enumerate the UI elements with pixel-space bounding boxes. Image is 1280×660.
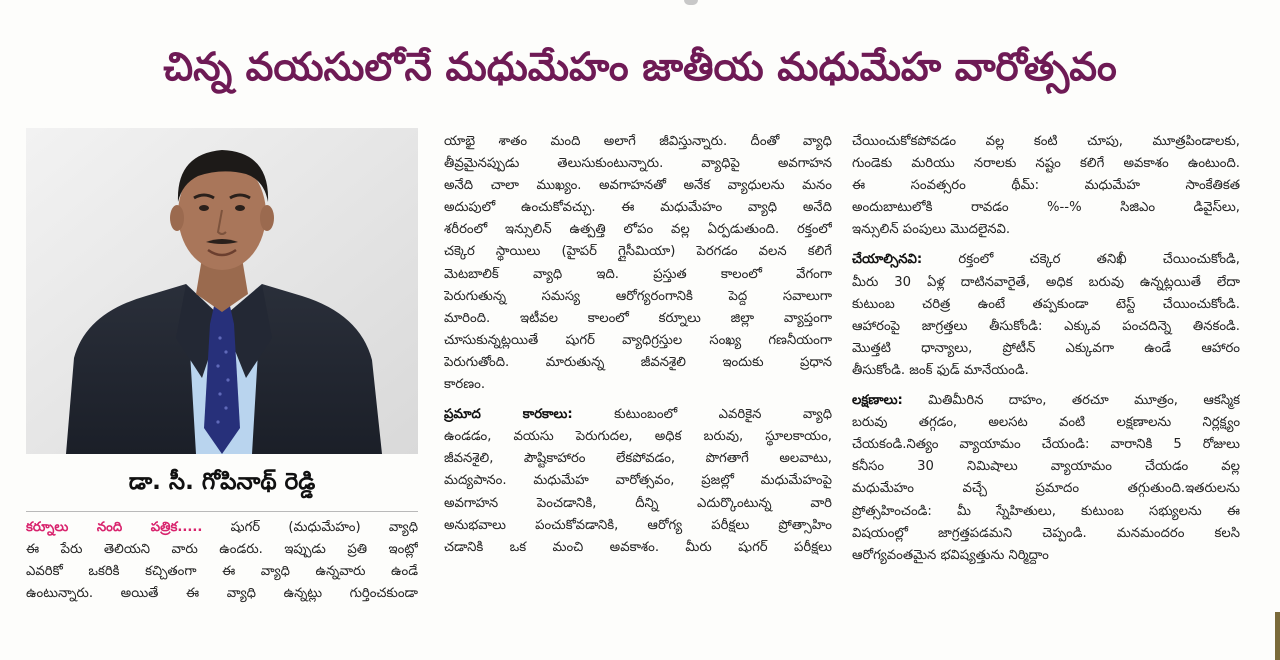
article-line: చక్కెర స్థాయిలు (హైపర్ గ్లైసీమియా) పెరగడం వలన కలిగే — [444, 244, 832, 260]
article-line: ఈ సంవత్సరం థీమ్: మధుమేహ సాంకేతికత — [852, 178, 1240, 194]
article-text: రక్తంలో చక్కెర తనిఖీ చేయించుకోండి, — [922, 252, 1240, 268]
article-text: షుగర్ (మధుమేహం) వ్యాధి — [202, 520, 418, 535]
page-edge-mark — [684, 0, 698, 5]
article-line: తీసుకోండి. జంక్ ఫుడ్ మానేయండి. — [852, 362, 1029, 378]
article-line: మద్యపానం. మధుమేహ వారోత్సవం, ప్రజల్లో మధుమేహంపై — [444, 473, 832, 489]
article-line: ప్రోత్సహించండి: మీ స్నేహితులు, కుటుంబ సభ్యులను ఈ — [852, 503, 1240, 519]
author-name: డా. సీ. గోపినాథ్ రెడ్డి — [128, 469, 316, 495]
article-line: కనీసం 30 నిమిషాలు వ్యాయామం చేయడం వల్ల — [852, 459, 1240, 475]
article-line: చేయకండి.నిత్యం వ్యాయామం చేయండి: వారానికి 5 రోజులు — [852, 437, 1240, 453]
article-line — [852, 249, 1240, 271]
article-line: మారింది. ఇటీవల కాలంలో కర్నూలు జిల్లా వ్యాప్తంగా — [444, 310, 832, 326]
doctor-portrait-icon — [26, 128, 418, 454]
article-line — [26, 517, 418, 539]
article-column-2 — [444, 131, 832, 559]
section-heading-to-do: చేయాల్సినవి: — [852, 252, 923, 268]
article-line: పెరుగుతోంది. మారుతున్న జీవనశైలి ఇందుకు ప్రధాన — [444, 354, 832, 370]
article-line: మొత్తటి ధాన్యాలు, ప్రోటీన్ ఎక్కువగా ఉండే ఆహారం — [852, 340, 1240, 356]
article-line: అనేది చాలా ముఖ్యం. అవగాహనతో అనేక వ్యాధులను మనం — [444, 178, 832, 194]
article-line: చూసుకున్నట్లయితే షుగర్ వ్యాధిగ్రస్తుల సంఖ్య గణనీయంగా — [444, 332, 832, 348]
article-line — [852, 390, 1240, 412]
article-line: మెటబాలిక్ వ్యాధి ఇది. ప్రస్తుత కాలంలో వేగంగా — [444, 266, 832, 282]
article-line: అదుపులో ఉంచుకోవచ్చు. ఈ మధుమేహం వ్యాధి అనేది — [444, 200, 832, 216]
article-line: తీవ్రమైనప్పుడు తెలుసుకుంటున్నారు. వ్యాధిపై అవగాహన — [444, 156, 832, 172]
article-line: విషయంల్లో జాగ్రత్తపడమని చెప్పండి. మనమందరం కలసి — [852, 525, 1240, 541]
article-line: అందుబాటులోకి రావడం %--% సిజిఎం డివైస్‌లు, — [852, 200, 1240, 216]
byline-divider — [26, 511, 418, 512]
article-line: ఈ పేరు తెలియని వారు ఉండరు. ఇప్పుడు ప్రతి ఇంట్లో — [26, 542, 418, 558]
article-line: చడానికి ఒక మంచి అవకాశం. మీరు షుగర్ పరీక్షలు — [444, 539, 832, 555]
article-line: జీవనశైలి, పౌష్టికాహారం లేకపోవడం, పొగతాగే అలవాటు, — [444, 451, 832, 467]
dateline: కర్నూలు నంది పత్రిక..... — [26, 520, 203, 535]
article-text: మితిమీరిన దాహం, తరచూ మూత్రం, ఆకస్మిక — [902, 393, 1240, 409]
article-line: ఉంటున్నారు. అయితే ఈ వ్యాధి ఉన్నట్లు గుర్తించకుండా — [26, 586, 418, 602]
article-line: శరీరంలో ఇన్సులిన్ ఉత్పత్తి లోపం వల్ల ఏర్పడుతుంది. రక్తంలో — [444, 222, 832, 238]
article-line: పెరుగుతున్న సమస్య ఆరోగ్యరంగానికి పెద్ద సవాలుగా — [444, 288, 832, 304]
article-line: మీరు 30 ఏళ్ల దాటినవారైతే, అధిక బరువు ఉన్నట్లయితే లేదా — [852, 274, 1240, 290]
article-line: ఎవరికో ఒకరికి కచ్చితంగా ఈ వ్యాధి ఉన్నవారు ఉండే — [26, 564, 418, 580]
article-line: అవగాహన పెంచడానికి, దీన్ని ఎదుర్కొంటున్న వారి — [444, 495, 832, 511]
article-line: బరువు తగ్గడం, అలసట వంటి లక్షణాలను నిర్లక్ష్యం — [852, 415, 1240, 431]
article-column-3 — [852, 131, 1240, 567]
article-line: చేయించుకోకపోవడం వల్ల కంటి చూపు, మూత్రపిండాలకు, — [852, 134, 1240, 149]
article-line: ఉండడం, వయసు పెరుగుదల, అధిక బరువు, స్థూలకాయం, — [444, 429, 832, 445]
headline: చిన్న వయసులోనే మధుమేహం జాతీయ మధుమేహ వారోత్సవం — [163, 45, 1117, 90]
article-line: మధుమేహం వచ్చే ప్రమాదం తగ్గుతుంది.ఇతరులను — [852, 481, 1240, 497]
article-line: అనుభవాలు పంచుకోవడానికి, ఆరోగ్య పరీక్షలు ప్రోత్సాహిం — [444, 517, 832, 533]
article-line — [444, 404, 832, 426]
article-line: కుటుంబ చరిత్ర ఉంటే తప్పకుండా టెస్ట్ చేయించుకోండి. — [852, 296, 1240, 312]
article-line: గుండెకు మరియు నరాలకు నష్టం కలిగే అవకాశం ఉంటుంది. — [852, 156, 1240, 172]
article-line: కారణం. — [444, 377, 486, 393]
article-line: ఆహారంపై జాగ్రత్తలు తీసుకోండి: ఎక్కువ పంచదిన్నె తినకండి. — [852, 318, 1240, 334]
article-column-1 — [26, 517, 418, 605]
section-heading-risk-factors: ప్రమాద కారకాలు: — [444, 407, 573, 423]
doctor-photo — [26, 128, 418, 454]
article-line: ఇన్సులిన్ పంపులు మొదలైనవి. — [852, 222, 1011, 238]
page-edge-bar — [1275, 612, 1280, 660]
article-text: కుటుంబంలో ఎవరికైన వ్యాధి — [572, 407, 832, 423]
article-line: ఆరోగ్యవంతమైన భవిష్యత్తును నిర్మిద్దాం — [852, 547, 1049, 563]
article-line: యాభై శాతం మంది అలాగే జీవిస్తున్నారు. దీంతో వ్యాధి — [444, 134, 832, 149]
section-heading-symptoms: లక్షణాలు: — [852, 393, 903, 409]
